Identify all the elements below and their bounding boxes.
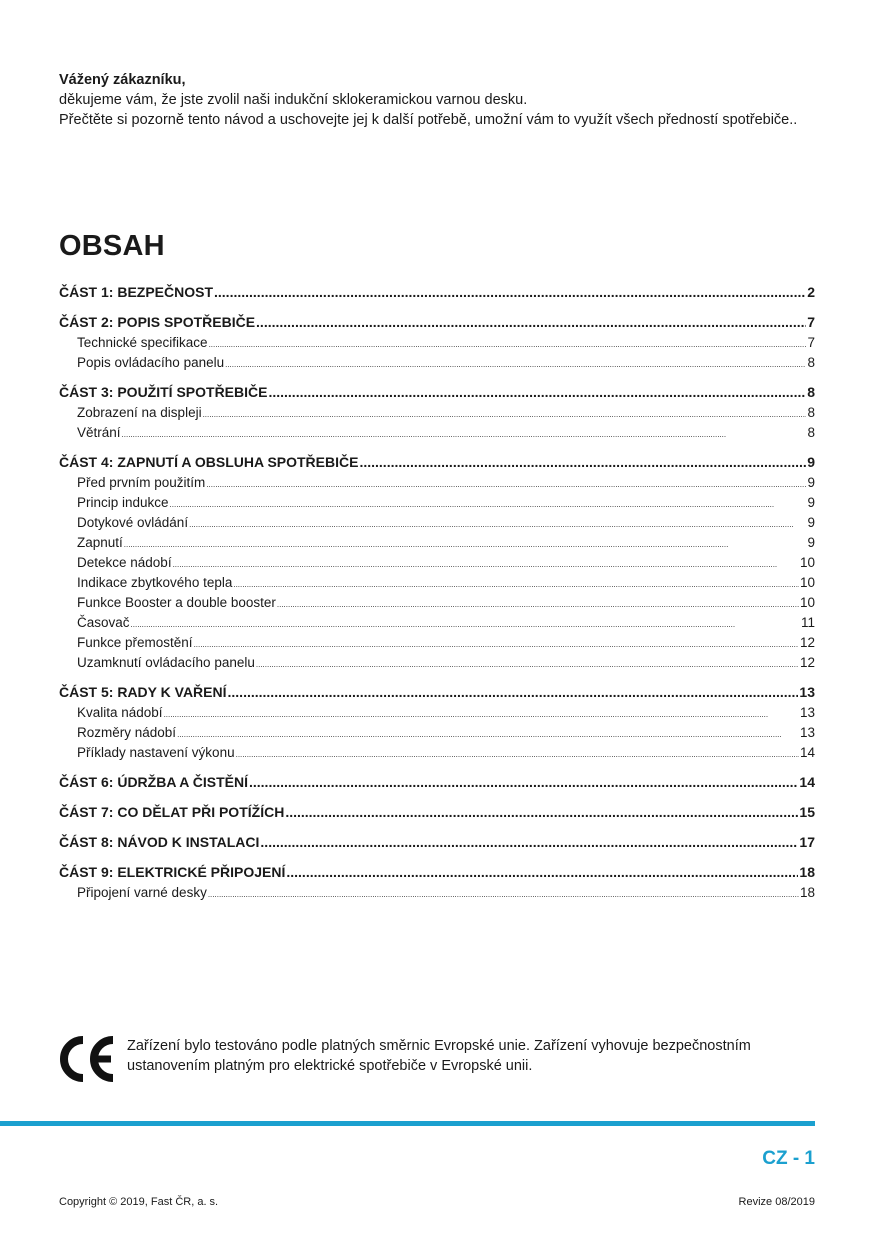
footer-divider xyxy=(0,1121,815,1126)
toc-leader-dots xyxy=(122,425,807,445)
toc-entry-label: ČÁST 2: POPIS SPOTŘEBIČE xyxy=(59,314,256,330)
toc-entry-label: Funkce přemostění xyxy=(77,635,193,650)
toc-leader-dots xyxy=(249,772,798,793)
toc-title: OBSAH xyxy=(59,230,165,262)
toc-section-entry[interactable] xyxy=(59,682,815,703)
toc-entry-page: 14 xyxy=(799,774,815,790)
toc-section xyxy=(59,802,815,823)
toc-leader-dots xyxy=(164,705,799,725)
toc-section-entry[interactable] xyxy=(59,802,815,823)
toc-entry-page: 12 xyxy=(799,635,815,650)
toc-entry-page: 13 xyxy=(799,705,815,720)
toc-leader-dots xyxy=(256,312,806,333)
toc-leader-dots xyxy=(173,555,799,575)
toc-entry-page: 18 xyxy=(799,885,815,900)
toc-entry-label: Technické specifikace xyxy=(77,335,208,350)
toc-leader-dots xyxy=(285,802,798,823)
toc-leader-dots xyxy=(124,535,807,555)
toc-section xyxy=(59,382,815,443)
toc-leader-dots xyxy=(260,832,798,853)
toc-entry-page: 10 xyxy=(799,575,815,590)
toc-leader-dots xyxy=(194,635,799,655)
toc-entry-page: 9 xyxy=(807,454,815,470)
toc-section-entry[interactable] xyxy=(59,832,815,853)
toc-subentry[interactable] xyxy=(59,593,815,613)
toc-entry-page: 8 xyxy=(807,355,815,370)
toc-section xyxy=(59,862,815,903)
toc-entry-page: 8 xyxy=(807,384,815,400)
toc-entry-label: Příklady nastavení výkonu xyxy=(77,745,235,760)
ce-mark-icon xyxy=(59,1036,117,1082)
table-of-contents xyxy=(59,282,815,912)
toc-subentry[interactable] xyxy=(59,723,815,743)
toc-entry-label: Funkce Booster a double booster xyxy=(77,595,276,610)
toc-entry-page: 13 xyxy=(799,684,815,700)
toc-entry-page: 11 xyxy=(800,615,815,630)
toc-subentry[interactable] xyxy=(59,883,815,903)
toc-entry-label: Uzamknutí ovládacího panelu xyxy=(77,655,255,670)
intro-block xyxy=(59,70,819,130)
toc-section xyxy=(59,682,815,763)
toc-subentry[interactable] xyxy=(59,553,815,573)
toc-subentry[interactable] xyxy=(59,743,815,763)
toc-entry-page: 2 xyxy=(807,284,815,300)
toc-entry-page: 17 xyxy=(799,834,815,850)
toc-entry-label: Popis ovládacího panelu xyxy=(77,355,225,370)
toc-leader-dots xyxy=(228,682,799,703)
toc-entry-label: Detekce nádobí xyxy=(77,555,172,570)
toc-section-entry[interactable] xyxy=(59,382,815,403)
toc-subentry[interactable] xyxy=(59,653,815,673)
page-number: CZ - 1 xyxy=(762,1148,815,1169)
toc-leader-dots xyxy=(208,885,799,905)
toc-subentry[interactable] xyxy=(59,513,815,533)
toc-subentry[interactable] xyxy=(59,493,815,513)
toc-subentry[interactable] xyxy=(59,703,815,723)
toc-entry-page: 8 xyxy=(807,425,815,440)
toc-leader-dots xyxy=(277,595,799,615)
toc-section-entry[interactable] xyxy=(59,282,815,303)
toc-leader-dots xyxy=(359,452,806,473)
toc-section-entry[interactable] xyxy=(59,452,815,473)
toc-subentry[interactable] xyxy=(59,633,815,653)
toc-entry-label: Indikace zbytkového tepla xyxy=(77,575,233,590)
toc-entry-label: Rozměry nádobí xyxy=(77,725,177,740)
ce-notice xyxy=(59,1036,819,1086)
toc-leader-dots xyxy=(206,475,806,495)
toc-entry-page: 18 xyxy=(799,864,815,880)
toc-leader-dots xyxy=(177,725,799,745)
intro-line-1: děkujeme vám, že jste zvolil naši indukční sklokeramickou varnou desku. xyxy=(59,92,528,108)
toc-subentry[interactable] xyxy=(59,473,815,493)
toc-leader-dots xyxy=(131,615,800,635)
toc-entry-label: Před prvním použitím xyxy=(77,475,206,490)
toc-entry-label: ČÁST 8: NÁVOD K INSTALACI xyxy=(59,834,260,850)
toc-entry-label: Kvalita nádobí xyxy=(77,705,163,720)
toc-entry-page: 14 xyxy=(799,745,815,760)
greeting: Vážený zákazníku, xyxy=(59,72,186,88)
toc-leader-dots xyxy=(189,515,806,535)
toc-section xyxy=(59,772,815,793)
toc-entry-label: ČÁST 1: BEZPEČNOST xyxy=(59,284,214,300)
toc-subentry[interactable] xyxy=(59,573,815,593)
toc-entry-label: Dotykové ovládání xyxy=(77,515,189,530)
toc-leader-dots xyxy=(236,745,799,765)
toc-entry-page: 9 xyxy=(807,495,815,510)
toc-subentry[interactable] xyxy=(59,613,815,633)
toc-section xyxy=(59,452,815,673)
toc-entry-label: Zapnutí xyxy=(77,535,123,550)
toc-entry-page: 7 xyxy=(807,314,815,330)
toc-leader-dots xyxy=(286,862,798,883)
toc-entry-label: ČÁST 4: ZAPNUTÍ A OBSLUHA SPOTŘEBIČE xyxy=(59,454,359,470)
revision: Revize 08/2019 xyxy=(738,1196,815,1208)
toc-subentry[interactable] xyxy=(59,333,815,353)
toc-entry-label: Princip indukce xyxy=(77,495,169,510)
toc-leader-dots xyxy=(268,382,806,403)
toc-entry-label: ČÁST 6: ÚDRŽBA A ČISTĚNÍ xyxy=(59,774,248,790)
toc-leader-dots xyxy=(214,282,806,303)
toc-entry-label: ČÁST 9: ELEKTRICKÉ PŘIPOJENÍ xyxy=(59,864,286,880)
toc-section-entry[interactable] xyxy=(59,312,815,333)
toc-section-entry[interactable] xyxy=(59,772,815,793)
toc-leader-dots xyxy=(256,655,799,675)
toc-leader-dots xyxy=(203,405,807,425)
toc-entry-label: Zobrazení na displeji xyxy=(77,405,202,420)
toc-entry-page: 13 xyxy=(799,725,815,740)
toc-entry-label: ČÁST 7: CO DĚLAT PŘI POTÍŽÍCH xyxy=(59,804,285,820)
toc-entry-label: Připojení varné desky xyxy=(77,885,207,900)
toc-subentry[interactable] xyxy=(59,533,815,553)
toc-entry-page: 9 xyxy=(807,515,815,530)
toc-entry-page: 12 xyxy=(799,655,815,670)
toc-entry-label: ČÁST 3: POUŽITÍ SPOTŘEBIČE xyxy=(59,384,268,400)
toc-entry-page: 10 xyxy=(799,595,815,610)
toc-leader-dots xyxy=(209,335,807,355)
toc-entry-page: 9 xyxy=(807,535,815,550)
toc-entry-page: 15 xyxy=(799,804,815,820)
ce-text: Zařízení bylo testováno podle platných směrnic Evropské unie. Zařízení vyhovuje bezpečnostním ustanovením platným pro elektrické spotřebiče v Evropské unii. xyxy=(127,1038,751,1074)
toc-leader-dots xyxy=(170,495,807,515)
copyright: Copyright © 2019, Fast ČR, a. s. xyxy=(59,1196,219,1208)
toc-entry-page: 7 xyxy=(807,335,815,350)
toc-subentry[interactable] xyxy=(59,403,815,423)
toc-subentry[interactable] xyxy=(59,423,815,443)
toc-leader-dots xyxy=(233,575,799,595)
toc-section xyxy=(59,312,815,373)
toc-entry-label: ČÁST 5: RADY K VAŘENÍ xyxy=(59,684,227,700)
toc-entry-label: Časovač xyxy=(77,615,130,630)
toc-entry-page: 9 xyxy=(807,475,815,490)
toc-entry-page: 8 xyxy=(807,405,815,420)
toc-section-entry[interactable] xyxy=(59,862,815,883)
toc-entry-page: 10 xyxy=(799,555,815,570)
intro-line-2: Přečtěte si pozorně tento návod a uschovejte jej k další potřebě, umožní vám to využít všech předností spotřebiče.. xyxy=(59,112,798,128)
toc-leader-dots xyxy=(225,355,806,375)
toc-subentry[interactable] xyxy=(59,353,815,373)
toc-section xyxy=(59,832,815,853)
toc-section xyxy=(59,282,815,303)
toc-entry-label: Větrání xyxy=(77,425,121,440)
